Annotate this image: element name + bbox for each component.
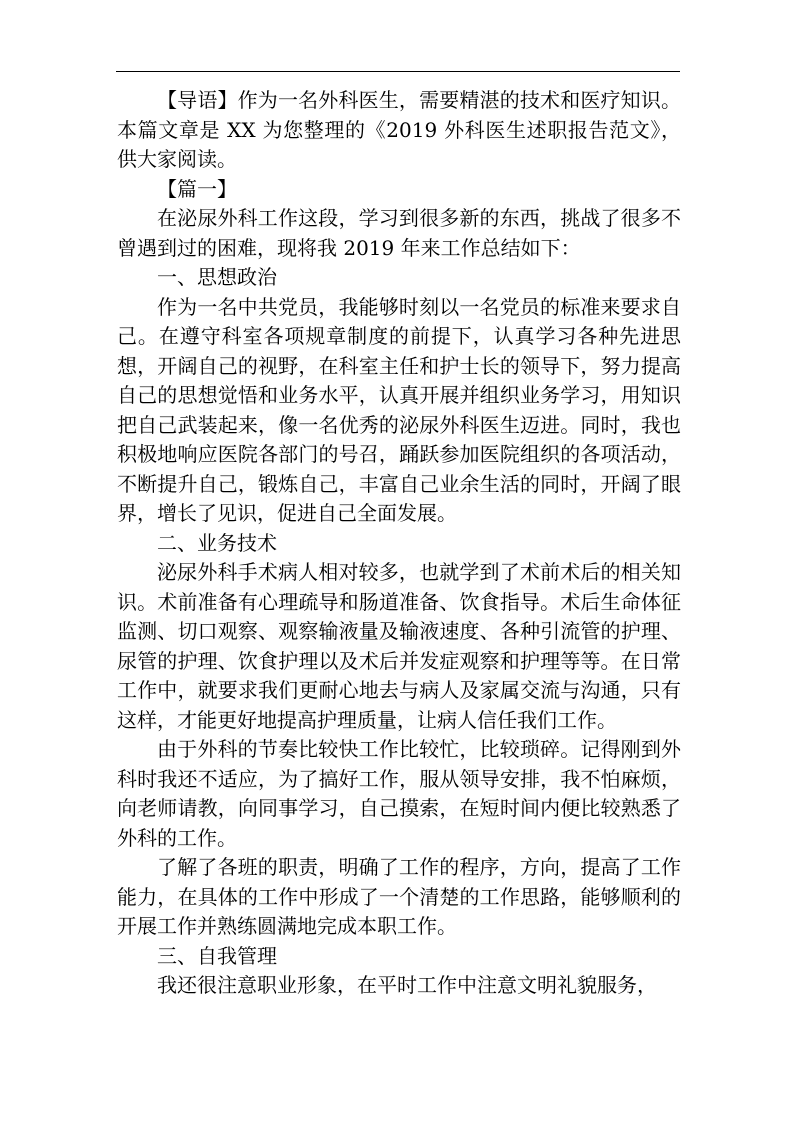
skills-paragraph-1: 泌尿外科手术病人相对较多，也就学到了术前术后的相关知识。术前准备有心理疏导和肠道准备、饮食指导。术后生命体征监测、切口观察、观察输液量及输液速度、各种引流管的护理、尿管的护理、饮食护理以及术后并发症观察和护理等等。在日常工作中，就要求我们更耐心地去与病人及家属交流与沟通，只有这样，才能更好地提高护理质量，让病人信任我们工作。 [117,560,681,732]
section-heading-self-management: 三、自我管理 [157,943,277,968]
politics-paragraph: 作为一名中共党员，我能够时刻以一名党员的标准来要求自己。在遵守科室各项规章制度的前提下，认真学习各种先进思想，开阔自己的视野，在科室主任和护士长的领导下，努力提高自己的思想觉悟和业务水平，认真开展并组织业务学习，用知识把自己武装起来，像一名优秀的泌尿外科医生迈进。同时，我也积极地响应医院各部门的号召，踊跃参加医院组织的各项活动，不断提升自己，锻炼自己，丰富自己业余生活的同时，开阔了眼界，增长了见识，促进自己全面发展。 [117,294,681,525]
section-heading-politics: 一、思想政治 [157,265,277,289]
document-body [117,86,681,1001]
section-heading-skills: 二、业务技术 [157,530,277,555]
self-management-paragraph: 我还很注意职业形象，在平时工作中注意文明礼貌服务， [157,973,657,997]
skills-paragraph-2: 由于外科的节奏比较快工作比较忙，比较琐碎。记得刚到外科时我还不适应，为了搞好工作，服从领导安排，我不怕麻烦，向老师请教，向同事学习，自己摸索，在短时间内便比较熟悉了外科的工作。 [117,737,681,850]
header-divider [116,71,680,72]
opening-paragraph: 在泌尿外科工作这段，学习到很多新的东西，挑战了很多不曾遇到过的困难，现将我 2019 年来工作总结如下： [117,206,681,260]
skills-paragraph-3: 了解了各班的职责，明确了工作的程序，方向，提高了工作能力，在具体的工作中形成了一个清楚的工作思路，能够顺利的开展工作并熟练圆满地完成本职工作。 [117,855,681,938]
part-title: 【篇一】 [157,176,237,201]
intro-paragraph: 【导语】作为一名外科医生，需要精湛的技术和医疗知识。本篇文章是 XX 为您整理的《2019 外科医生述职报告范文》，供大家阅读。 [117,88,681,171]
